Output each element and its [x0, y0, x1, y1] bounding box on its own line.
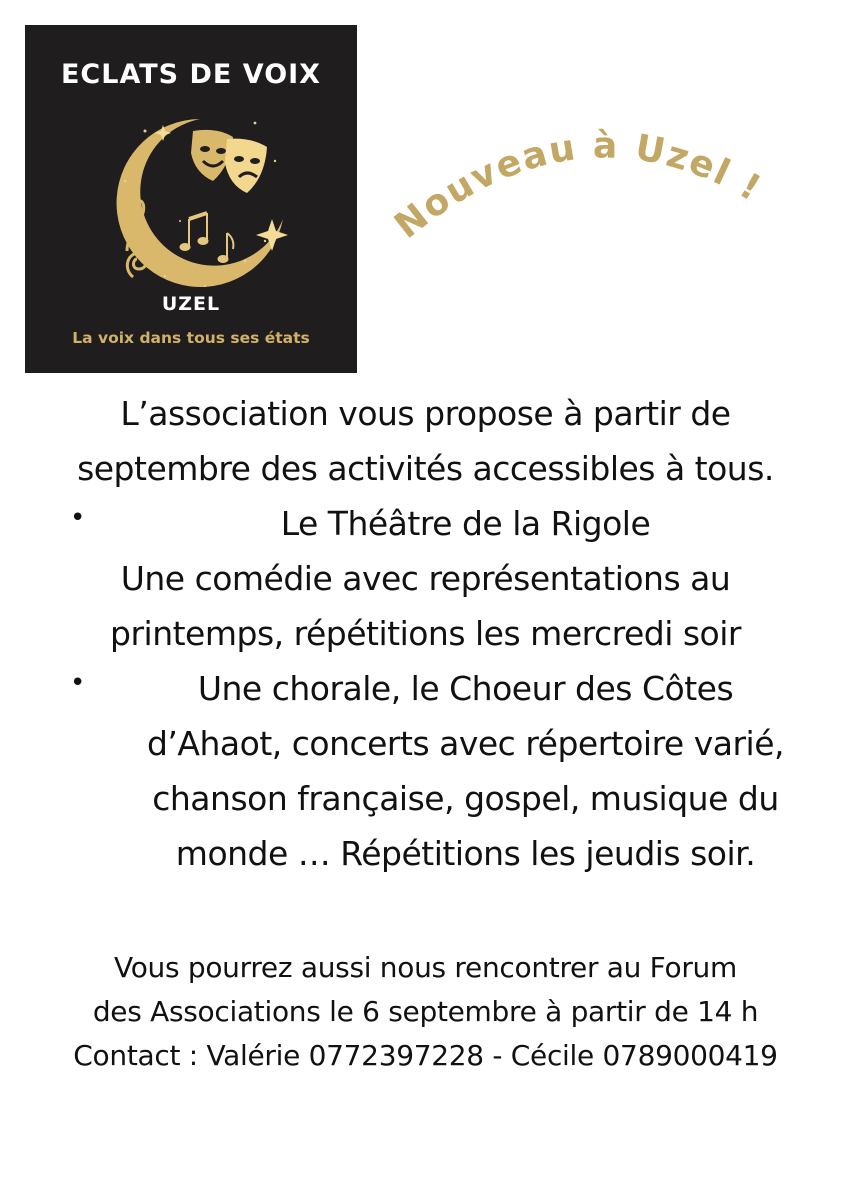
sparkle-star-icon — [256, 219, 288, 251]
footer-contact: Contact : Valérie 0772397228 - Cécile 0789000419 — [73, 1039, 778, 1072]
activity-theatre-line-2: printemps, répétitions les mercredi soir — [110, 614, 741, 653]
bullet-1: • — [70, 503, 86, 533]
intro-line-1: L’association vous propose à partir de — [120, 394, 731, 433]
logo-city: UZEL — [161, 293, 221, 315]
intro-line-2: septembre des activités accessibles à tous. — [77, 449, 774, 488]
music-notes-icon — [180, 213, 233, 263]
logo-title: ECLATS DE VOIX — [60, 59, 322, 90]
activity-theatre-title: Le Théâtre de la Rigole — [280, 504, 651, 543]
activity-choir-line-3: chanson française, gospel, musique du — [152, 779, 779, 818]
association-logo — [25, 25, 357, 373]
activity-theatre — [40, 496, 851, 551]
intro-paragraph — [0, 386, 851, 496]
footer-info — [0, 946, 851, 1078]
headline-arc — [385, 110, 780, 260]
headline-textpath: Nouveau à Uzel ! — [387, 125, 769, 247]
activity-choir-line-2: d’Ahaot, concerts avec répertoire varié, — [146, 724, 784, 763]
activity-theatre-line-1: Une comédie avec représentations au — [120, 559, 731, 598]
logo-artwork — [105, 101, 295, 301]
activity-choir-line-1: Une chorale, le Choeur des Côtes — [197, 669, 734, 708]
theatre-masks-icon — [191, 130, 267, 193]
activity-choir-line-4: monde … Répétitions les jeudis soir. — [175, 834, 756, 873]
activity-theatre-description — [0, 551, 851, 661]
bullet-2: • — [70, 668, 86, 698]
activity-choir — [40, 661, 851, 881]
headline-text — [387, 125, 769, 246]
footer-line-1: Vous pourrez aussi nous rencontrer au Forum — [114, 951, 737, 984]
footer-line-2: des Associations le 6 septembre à partir de 14 h — [92, 995, 759, 1028]
logo-tagline: La voix dans tous ses états — [72, 329, 310, 347]
